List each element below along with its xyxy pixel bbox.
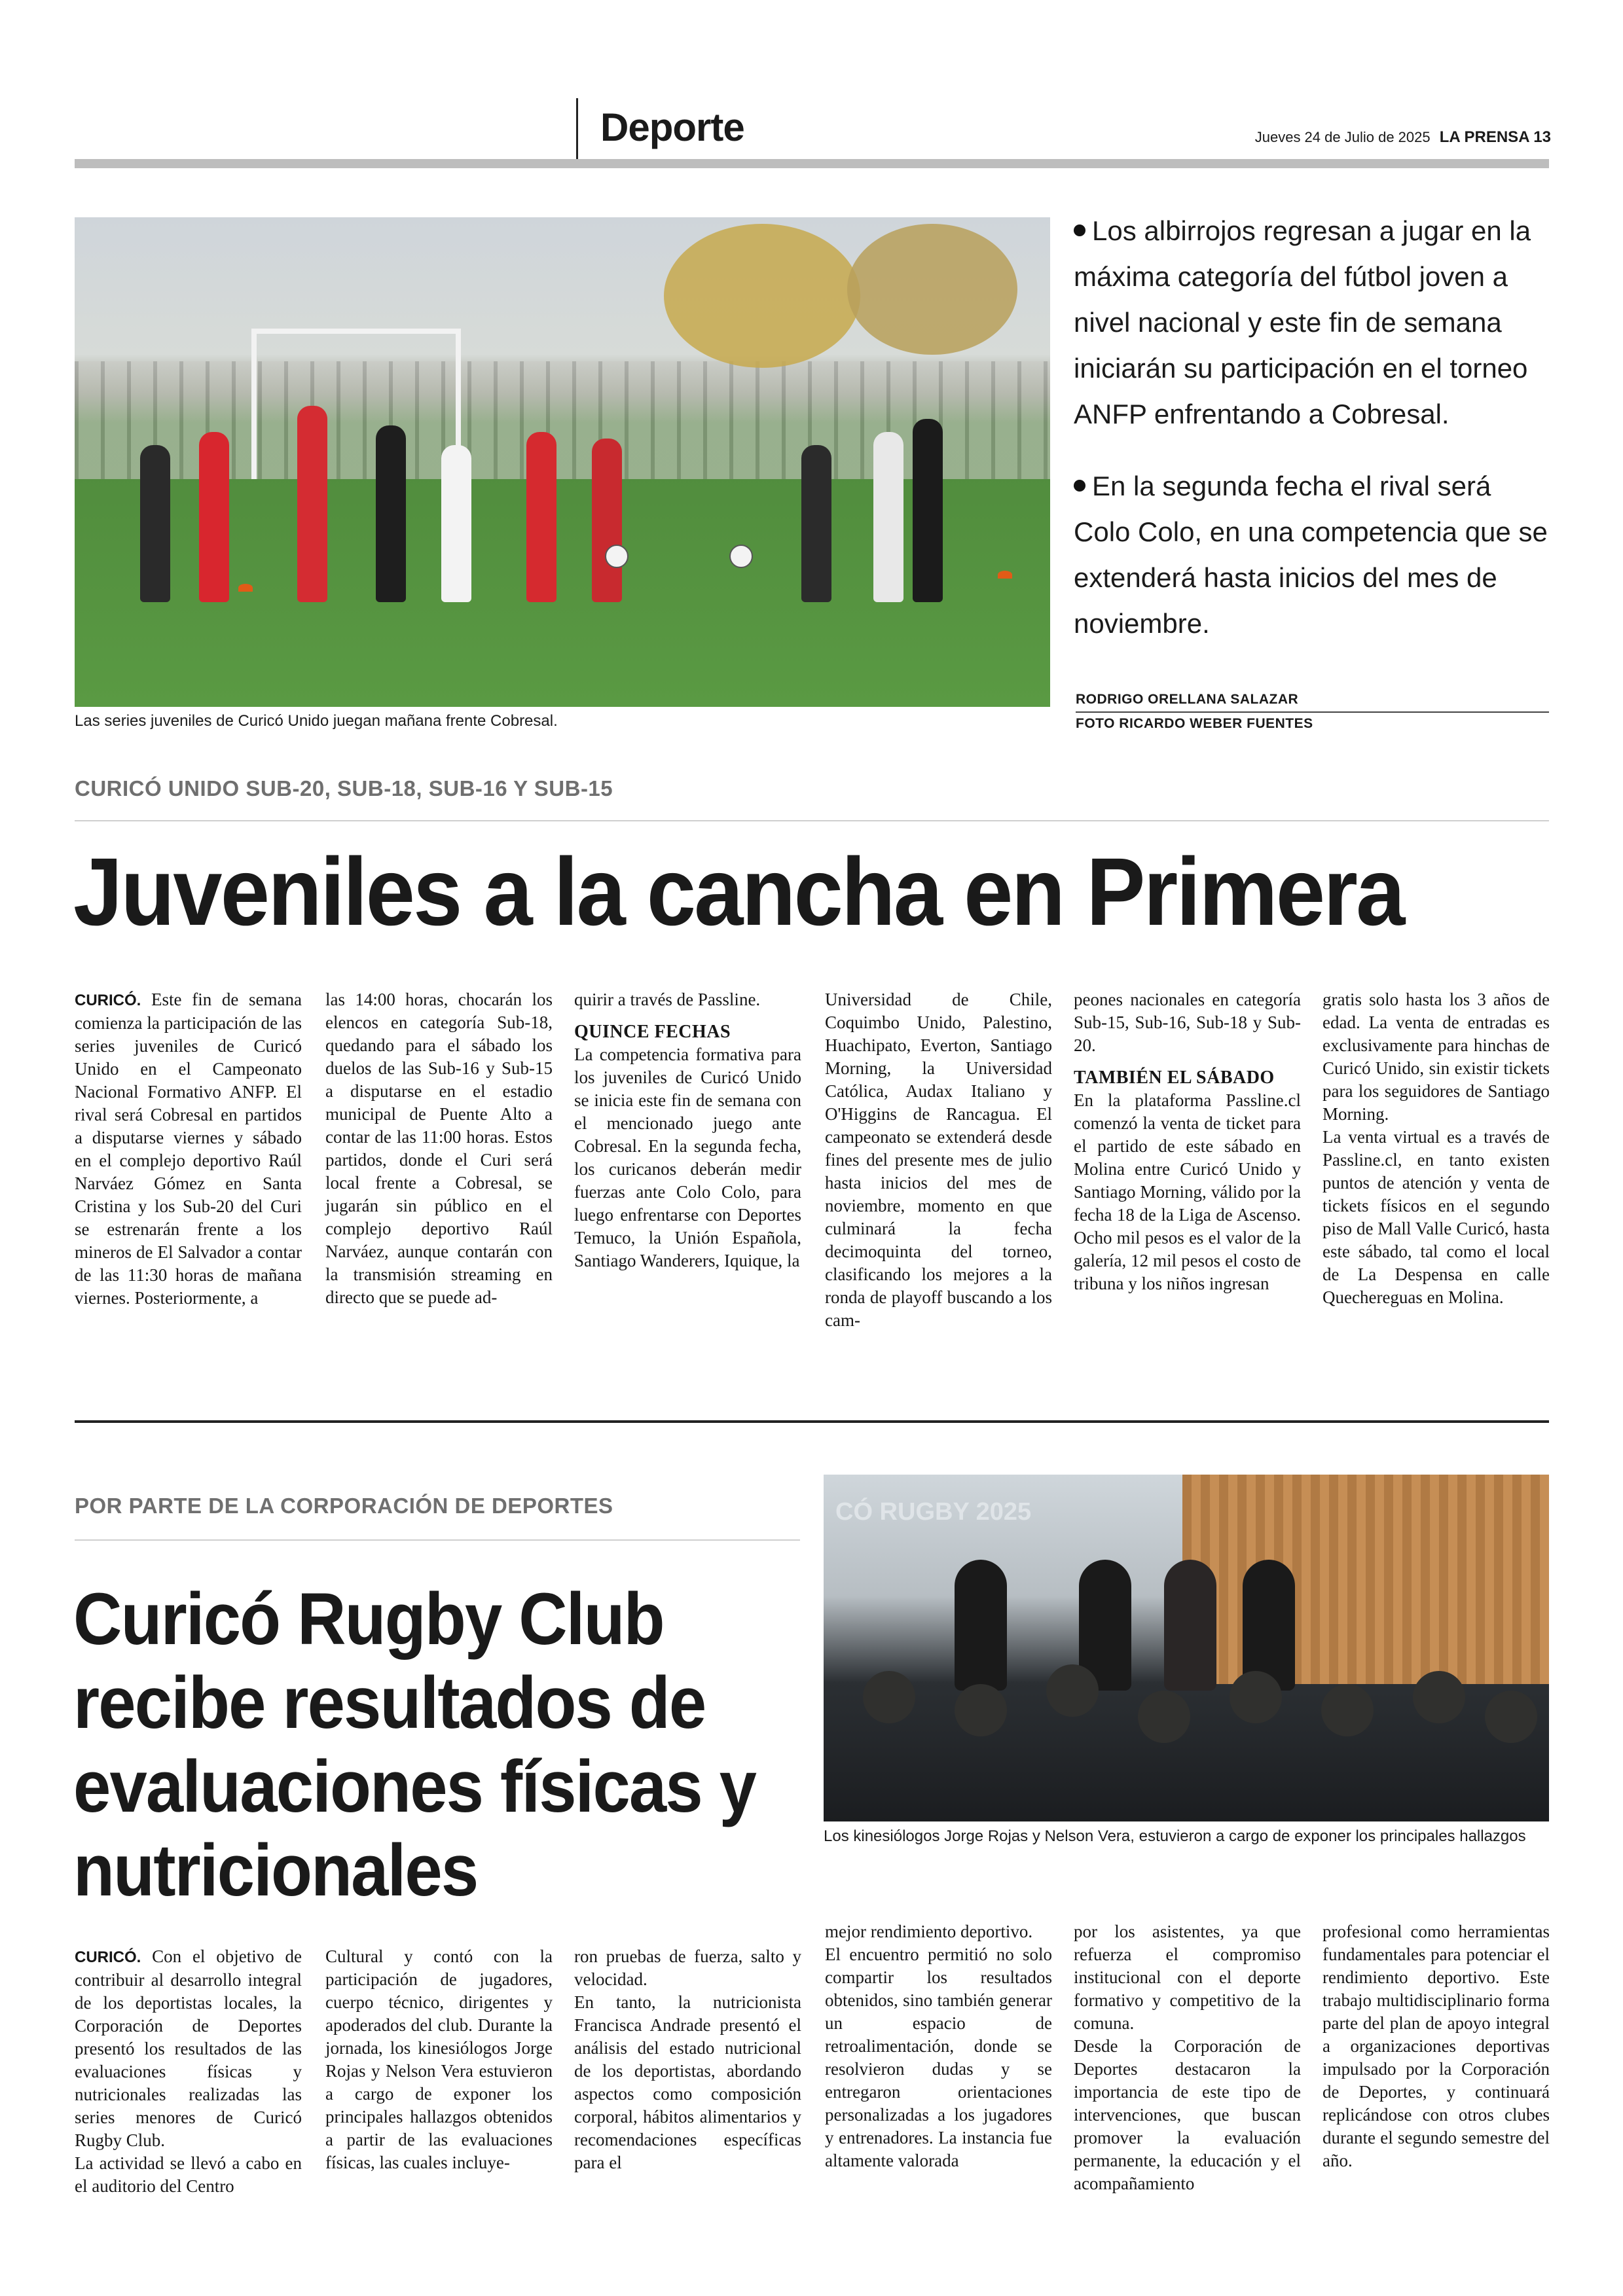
photo-audience xyxy=(1485,1691,1537,1743)
bullet-icon xyxy=(1074,224,1085,236)
body-column: ron pruebas de fuerza, salto y velocidad. En tanto, la nutricionista Francisca Andrade presentó el análisis del estado nutricional de los deportistas, abordando aspectos como composición corporal, hábitos alimentarios y recomendaciones específicas para el xyxy=(574,1946,801,2172)
body-column: Cultural y contó con la participación de jugadores, cuerpo técnico, dirigentes y apoderados del club. Durante la jornada, los kinesiólogos Jorge Rojas y Nelson Vera estuvieron a cargo de exponer los principales hallazgos obtenidos a partir de las evaluaciones físicas, las cuales incluye- xyxy=(325,1946,553,2172)
body-column: CURICÓ. Con el objetivo de contribuir al desarrollo integral de los deportistas locales, la Corporación de Deportes presentó los resultados de las evaluaciones físicas y nutricionales realizadas las series menores de Curicó Rugby Club. La actividad se llevó a cabo en el auditorio del Centro xyxy=(75,1946,302,2196)
photo-player xyxy=(297,406,327,602)
photo-credit: FOTO RICARDO WEBER FUENTES xyxy=(1076,716,1313,731)
photo-player xyxy=(441,445,471,602)
dateline: CURICÓ. xyxy=(75,1948,141,1966)
photo-player xyxy=(801,445,831,602)
bullet-icon xyxy=(1074,480,1085,492)
photo-tree xyxy=(847,224,1017,355)
photo-audience xyxy=(955,1684,1007,1736)
photo-cone xyxy=(238,584,253,592)
photo-player xyxy=(526,432,556,602)
photo-player xyxy=(873,432,903,602)
photo-cone xyxy=(998,571,1012,579)
credit-rule xyxy=(1076,711,1549,713)
kicker-rule xyxy=(75,820,1549,821)
photo-audience xyxy=(863,1671,915,1723)
body-column: peones nacionales en categoría Sub-15, Sub-16, Sub-18 y Sub-20. TAMBIÉN EL SÁBADO En la plataforma Passline.cl comenzó la venta de ticket para el partido de este sábado en Molina entre Curicó Unido y Santiago Morning, válido por la fecha 18 de la Liga de Ascenso. Ocho mil pesos es el valor de la galería, 12 mil pesos el costo de tribuna y los niños ingresan xyxy=(1074,990,1301,1293)
body-column: CURICÓ. Este fin de semana comienza la participación de las series juveniles de Curicó Unido en el Campeonato Nacional Formativo ANFP. El rival será Cobresal en partidos a disputarse viernes y sábado en el complejo deportivo Raúl Narváez Gómez en Santa Cristina y los Sub-20 del Curi se estrenarán frente a los mineros de El Salvador a contar de las 11:30 horas de mañana viernes. Posteriormente, a xyxy=(75,990,302,1308)
summary-bullet: Los albirrojos regresan a jugar en la máxima categoría del fútbol joven a nivel nacional y este fin de semana iniciarán su participación en el torneo ANFP enfrentando a Cobresal. xyxy=(1074,215,1531,429)
kicker: CURICÓ UNIDO SUB-20, SUB-18, SUB-16 Y SUB-15 xyxy=(75,776,613,800)
body-column: Universidad de Chile, Coquimbo Unido, Palestino, Huachipato, Everton, Santiago Morning, la Universidad Católica, Audax Italiano y O'Higgins de Rancagua. El campeonato se extenderá desde fines del presente mes de julio hasta inicios del mes de noviembre, momento en que culminará la fecha decimoquinta del torneo, clasificando los mejores a la ronda de playoff buscando a los cam- xyxy=(825,990,1052,1330)
photo-audience xyxy=(1321,1684,1374,1736)
photo-player xyxy=(592,439,622,602)
body-column: gratis solo hasta los 3 años de edad. La venta de entradas es exclusivamente para hinchas de Curicó Unido, sin existir tickets para los seguidores de Santiago Morning. La venta virtual es a través de Passline.cl, en tanto existen puntos de atención y venta de tickets físicos en el segundo piso de Mall Valle Curicó, hasta este sábado, tal como el local de La Despensa en calle Quechereguas en Molina. xyxy=(1322,990,1550,1307)
headline: Juveniles a la cancha en Primera xyxy=(73,838,1404,946)
photo-screen-text: CÓ RUGBY 2025 xyxy=(835,1498,1032,1526)
body-column: profesional como herramientas fundamentales para potenciar el rendimiento deportivo. Este trabajo multidisciplinario forma parte del plan de apoyo integral a organizaciones deportivas impulsado por la Corporación de Deportes, y continuará replicándose con otros clubes durante el segundo semestre del año. xyxy=(1322,1922,1550,2170)
summary-bullets xyxy=(1074,208,1552,673)
photo-speaker xyxy=(1164,1560,1216,1691)
summary-bullet: En la segunda fecha el rival será Colo Colo, en una competencia que se extenderá hasta inicios del mes de noviembre. xyxy=(1074,471,1548,639)
photo-player xyxy=(140,445,170,602)
training-photo xyxy=(75,217,1050,707)
header-meta xyxy=(1255,128,1551,147)
kicker: POR PARTE DE LA CORPORACIÓN DE DEPORTES xyxy=(75,1494,613,1518)
subheading: TAMBIÉN EL SÁBADO xyxy=(1074,1067,1275,1088)
subheading: QUINCE FECHAS xyxy=(574,1022,731,1042)
photo-wood-wall xyxy=(1182,1475,1549,1684)
kicker-rule xyxy=(75,1539,800,1541)
photo-tree xyxy=(664,224,860,368)
photo-audience xyxy=(1046,1664,1099,1717)
auditorium-photo xyxy=(824,1475,1549,1821)
body-column: mejor rendimiento deportivo. El encuentro permitió no solo compartir los resultados obtenidos, sino también generar un espacio de retroalimentación, donde se resolvieron dudas y se entregaron orientaciones personalizadas a los jugadores y entrenadores. La instancia fue altamente valorada xyxy=(825,1922,1052,2170)
author-credit: RODRIGO ORELLANA SALAZAR xyxy=(1076,692,1299,707)
headline: Curicó Rugby Club recibe resultados de evaluaciones físicas y nutricionales xyxy=(73,1578,756,1911)
photo-goal xyxy=(251,329,461,479)
photo-player xyxy=(913,419,943,602)
photo-player xyxy=(376,425,406,602)
issue-date: Jueves 24 de Julio de 2025 xyxy=(1254,129,1431,145)
body-column: quirir a través de Passline. QUINCE FECHAS La competencia formativa para los juveniles de Curicó Unido se inicia este fin de semana con el mencionado juego ante Cobresal. En la segunda fecha, los curicanos deberán medir fuerzas ante Colo Colo, para luego enfrentarse con Deportes Temuco, la Unión Española, Santiago Wanderers, Iquique, la xyxy=(574,990,801,1270)
article-divider xyxy=(75,1420,1549,1423)
photo-ball xyxy=(605,545,629,568)
photo-audience xyxy=(1413,1671,1465,1723)
photo-ball xyxy=(729,545,753,568)
photo-caption: Las series juveniles de Curicó Unido juegan mañana frente Cobresal. xyxy=(75,712,558,730)
publication-page: LA PRENSA 13 xyxy=(1439,128,1551,146)
photo-player xyxy=(199,432,229,602)
dateline: CURICÓ. xyxy=(75,992,141,1009)
section-title: Deporte xyxy=(600,105,744,149)
body-column: por los asistentes, ya que refuerza el compromiso institucional con el deporte formativo y competitivo de la comuna. Desde la Corporación de Deportes destacaron la importancia de este tipo de intervenciones, que buscan promover la evaluación permanente, la educación y el acompañamiento xyxy=(1074,1922,1301,2193)
photo-speaker xyxy=(955,1560,1007,1691)
photo-caption: Los kinesiólogos Jorge Rojas y Nelson Vera, estuvieron a cargo de exponer los principales hallazgos xyxy=(824,1827,1526,1845)
body-column: las 14:00 horas, chocarán los elencos en categoría Sub-18, quedando para el sábado los duelos de las Sub-16 y Sub-15 a disputarse en el estadio municipal de Puente Alto a contar de las 11:00 horas. Estos partidos, donde el Curi será local frente a Cobresal, se jugarán sin público en el complejo deportivo Raúl Narváez, aunque contarán con la transmisión streaming en directo que se puede ad- xyxy=(325,990,553,1307)
photo-audience xyxy=(1138,1691,1190,1743)
header-rule xyxy=(75,159,1549,168)
photo-audience xyxy=(1230,1671,1282,1723)
header-separator xyxy=(576,98,578,160)
